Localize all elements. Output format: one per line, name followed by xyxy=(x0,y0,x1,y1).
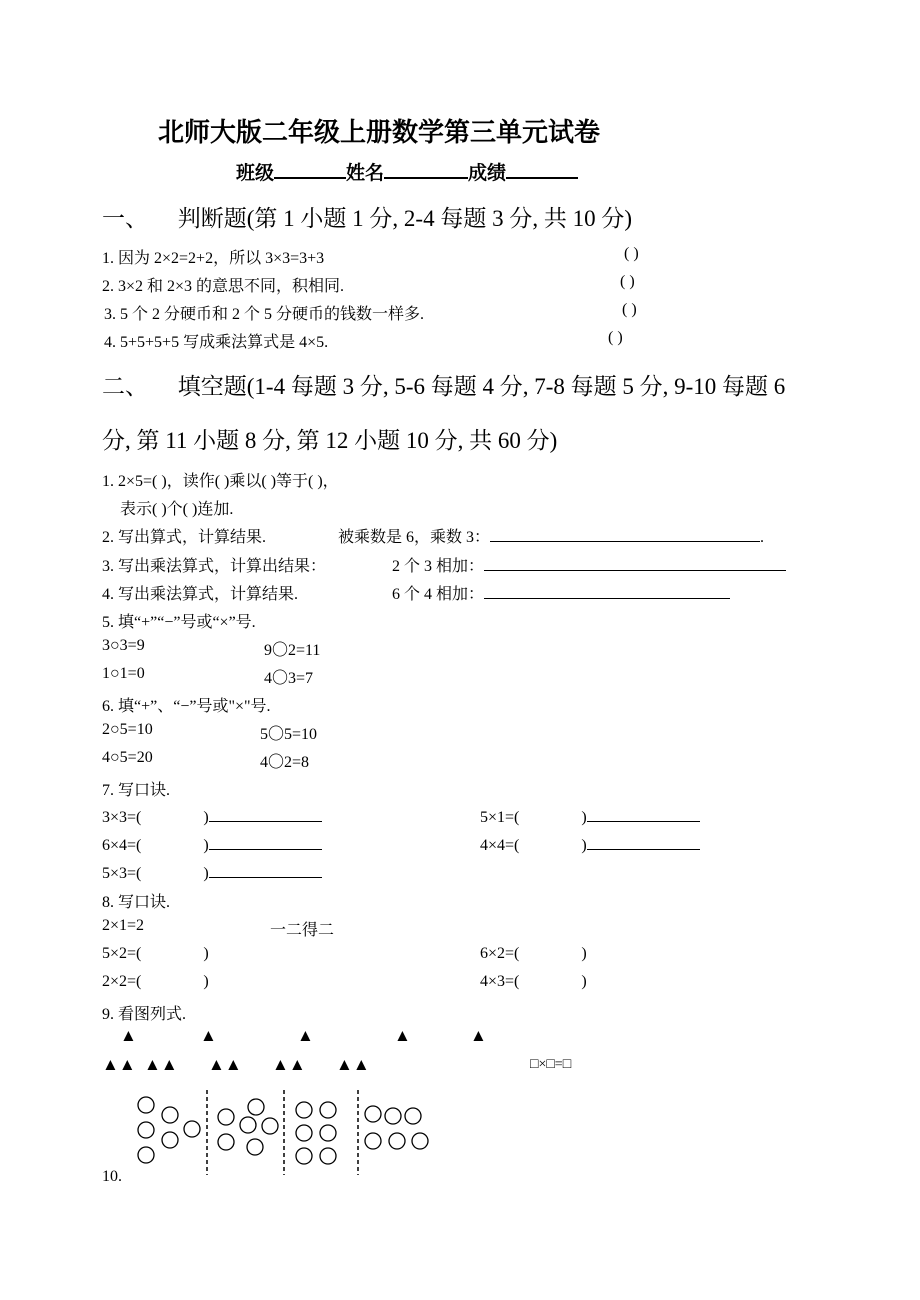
page-title: 北师大版二年级上册数学第三单元试卷 xyxy=(158,118,601,147)
triangle-icon: ▲ xyxy=(120,1026,137,1045)
q6-item[interactable]: 5〇5=10 xyxy=(260,726,318,743)
close-paren: ) xyxy=(203,809,209,826)
q1-line2: 表示( )个( )连加. xyxy=(120,501,234,518)
circle-icon xyxy=(138,1122,154,1138)
q10-label: 10. xyxy=(102,1168,122,1185)
q8-label: 8. 写口诀. xyxy=(102,894,171,911)
close-paren: ) xyxy=(581,945,587,962)
circle-icon xyxy=(218,1134,234,1150)
s1-item-4-answer[interactable]: ( ) xyxy=(608,329,623,346)
circle-group-3 xyxy=(296,1102,336,1164)
circle-icon xyxy=(320,1148,336,1164)
circle-icon xyxy=(296,1102,312,1118)
close-paren: ) xyxy=(203,973,209,990)
q8-equation: 4×3=( xyxy=(480,973,520,990)
circle-icon xyxy=(138,1097,154,1113)
circle-icon xyxy=(405,1108,421,1124)
q3-label: 3. 写出乘法算式，计算出结果： xyxy=(102,558,327,575)
triangle-pair-icon: ▲▲ xyxy=(144,1055,178,1074)
circle-group-4 xyxy=(365,1106,428,1149)
q4-label: 4. 写出乘法算式，计算结果. xyxy=(102,586,299,603)
triangle-icon: ▲ xyxy=(394,1026,411,1045)
circle-icon xyxy=(385,1108,401,1124)
s1-item-1: 1. 因为 2×2=2+2，所以 3×3=3+3 xyxy=(102,250,325,267)
s1-item-3-answer[interactable]: ( ) xyxy=(622,301,637,318)
triangle-pair-icon: ▲▲ xyxy=(336,1055,370,1074)
circle-icon xyxy=(218,1109,234,1125)
circle-icon xyxy=(412,1133,428,1149)
q8-example-verse: 一二得二 xyxy=(270,922,335,939)
q5-item[interactable]: 9〇2=11 xyxy=(264,642,321,659)
q3-prompt-text: 2 个 3 相加： xyxy=(392,558,485,575)
q7-equation: 4×4=( xyxy=(480,837,520,854)
score-label: 成绩 xyxy=(468,163,507,184)
triangle-icon: ▲ xyxy=(200,1026,217,1045)
q9-label: 9. 看图列式. xyxy=(102,1006,187,1023)
circle-icon xyxy=(162,1132,178,1148)
q6-item[interactable]: 2○5=10 xyxy=(102,721,153,738)
s1-item-1-answer[interactable]: ( ) xyxy=(624,245,639,262)
s1-item-4: 4. 5+5+5+5 写成乘法算式是 4×5. xyxy=(104,334,329,351)
section2-heading-line2: 分, 第 11 小题 8 分, 第 12 小题 10 分, 共 60 分) xyxy=(102,428,558,453)
circle-icon xyxy=(240,1117,256,1133)
triangle-pair-icon: ▲▲ xyxy=(208,1055,242,1074)
circle-icon xyxy=(162,1107,178,1123)
circle-icon xyxy=(248,1099,264,1115)
q8-equation: 6×2=( xyxy=(480,945,520,962)
circle-group-1 xyxy=(138,1097,200,1163)
triangle-pair-icon: ▲▲ xyxy=(272,1055,306,1074)
q2-label: 2. 写出算式，计算结果. xyxy=(102,529,267,546)
section1-number: 一、 xyxy=(102,206,148,231)
close-paren: ) xyxy=(581,809,587,826)
q7-equation: 5×3=( xyxy=(102,865,142,882)
circle-icon xyxy=(320,1125,336,1141)
q6-item[interactable]: 4〇2=8 xyxy=(260,754,310,771)
q2-prompt-text: 被乘数是 6，乘数 3： xyxy=(338,529,491,546)
s1-item-3: 3. 5 个 2 分硬币和 2 个 5 分硬币的钱数一样多. xyxy=(104,306,425,323)
close-paren: ) xyxy=(581,973,587,990)
triangle-pair-icon: ▲▲ xyxy=(102,1055,136,1074)
s1-item-2-answer[interactable]: ( ) xyxy=(620,273,635,290)
circle-icon xyxy=(296,1148,312,1164)
q8-example-equation: 2×1=2 xyxy=(102,917,145,934)
section2-heading-line1: 填空题(1-4 每题 3 分, 5-6 每题 4 分, 7-8 每题 5 分, 9-10 每题 6 xyxy=(177,374,786,399)
q9-answer-template[interactable]: □×□=□ xyxy=(530,1057,572,1072)
section2-number: 二、 xyxy=(102,374,148,399)
circle-group-2 xyxy=(218,1099,278,1155)
circle-icon xyxy=(184,1121,200,1137)
circle-icon xyxy=(320,1102,336,1118)
q6-label: 6. 填“+”、“−”号或"×"号. xyxy=(102,698,271,715)
q5-item[interactable]: 1○1=0 xyxy=(102,665,145,682)
q7-equation: 3×3=( xyxy=(102,809,142,826)
q5-item[interactable]: 3○3=9 xyxy=(102,637,145,654)
name-label: 姓名 xyxy=(346,163,385,184)
circle-icon xyxy=(138,1147,154,1163)
q4-prompt-text: 6 个 4 相加： xyxy=(392,586,485,603)
triangle-icon: ▲ xyxy=(297,1026,314,1045)
q6-item[interactable]: 4○5=20 xyxy=(102,749,153,766)
circle-icon xyxy=(365,1106,381,1122)
q5-label: 5. 填“+”“−”号或“×”号. xyxy=(102,614,256,631)
q8-equation: 2×2=( xyxy=(102,973,142,990)
close-paren: ) xyxy=(203,945,209,962)
q7-equation: 5×1=( xyxy=(480,809,520,826)
q7-label: 7. 写口诀. xyxy=(102,782,171,799)
circle-icon xyxy=(247,1139,263,1155)
close-paren: ) xyxy=(581,837,587,854)
q7-equation: 6×4=( xyxy=(102,837,142,854)
circle-icon xyxy=(296,1125,312,1141)
close-paren: ) xyxy=(203,865,209,882)
s1-item-2: 2. 3×2 和 2×3 的意思不同，积相同. xyxy=(102,278,345,295)
section1-heading-text: 判断题(第 1 小题 1 分, 2-4 每题 3 分, 共 10 分) xyxy=(177,206,632,231)
circle-icon xyxy=(365,1133,381,1149)
circle-icon xyxy=(389,1133,405,1149)
class-label: 班级 xyxy=(236,163,275,184)
circle-icon xyxy=(262,1118,278,1134)
q8-equation: 5×2=( xyxy=(102,945,142,962)
q2-period: . xyxy=(760,529,765,546)
q1-line1: 1. 2×5=( )，读作( )乘以( )等于( )， xyxy=(102,473,339,490)
triangle-icon: ▲ xyxy=(470,1026,487,1045)
close-paren: ) xyxy=(203,837,209,854)
q5-item[interactable]: 4〇3=7 xyxy=(264,670,314,687)
